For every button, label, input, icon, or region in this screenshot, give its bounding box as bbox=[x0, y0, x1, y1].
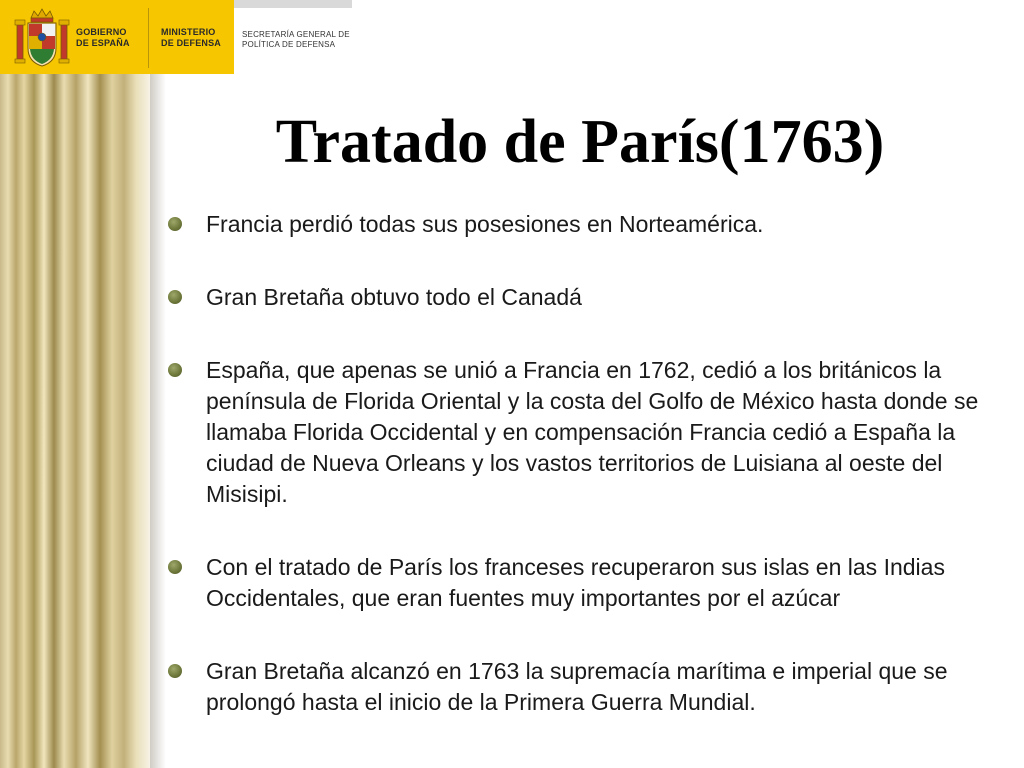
ministry-label: MINISTERIO DE DEFENSA bbox=[161, 27, 222, 48]
bullet-text: Gran Bretaña alcanzó en 1763 la supremacía marítima e imperial que se prolongó hasta el inicio de la Primera Guerra Mundial. bbox=[206, 658, 948, 715]
bullet-text: Con el tratado de París los franceses recuperaron sus islas en las Indias Occidentales, que eran fuentes muy importantes por el azúcar bbox=[206, 554, 945, 611]
bullet-item bbox=[166, 656, 986, 718]
bullet-text: España, que apenas se unió a Francia en 1762, cedió a los británicos la península de Florida Oriental y la costa del Golfo de México hasta donde se llamaba Florida Occidental y en compensación Francia cedió a España la ciudad de Nueva Orleans y los vastos territorios de Luisiana al oeste del Misisipi. bbox=[206, 357, 979, 507]
header-divider bbox=[148, 8, 149, 68]
coat-of-arms-icon bbox=[14, 8, 70, 68]
header-logo-bar bbox=[0, 0, 352, 74]
secretariat-label: SECRETARÍA GENERAL DE POLÍTICA DE DEFENSA bbox=[242, 30, 350, 49]
bullet-item bbox=[166, 209, 986, 240]
bullet-item bbox=[166, 282, 986, 313]
bullet-text: Gran Bretaña obtuvo todo el Canadá bbox=[206, 284, 582, 310]
header-grey-strip bbox=[234, 0, 352, 8]
bullet-item bbox=[166, 552, 986, 614]
slide-title: Tratado de París(1763) bbox=[275, 108, 885, 176]
bullet-dot-icon bbox=[168, 217, 182, 231]
decorative-gold-column bbox=[0, 72, 150, 768]
bullet-dot-icon bbox=[168, 560, 182, 574]
bullet-list bbox=[166, 209, 986, 718]
government-label: GOBIERNO DE ESPAÑA bbox=[76, 27, 130, 48]
bullet-dot-icon bbox=[168, 290, 182, 304]
bullet-text: Francia perdió todas sus posesiones en Norteamérica. bbox=[206, 211, 764, 237]
bullet-dot-icon bbox=[168, 664, 182, 678]
bullet-dot-icon bbox=[168, 363, 182, 377]
bullet-item bbox=[166, 355, 986, 510]
